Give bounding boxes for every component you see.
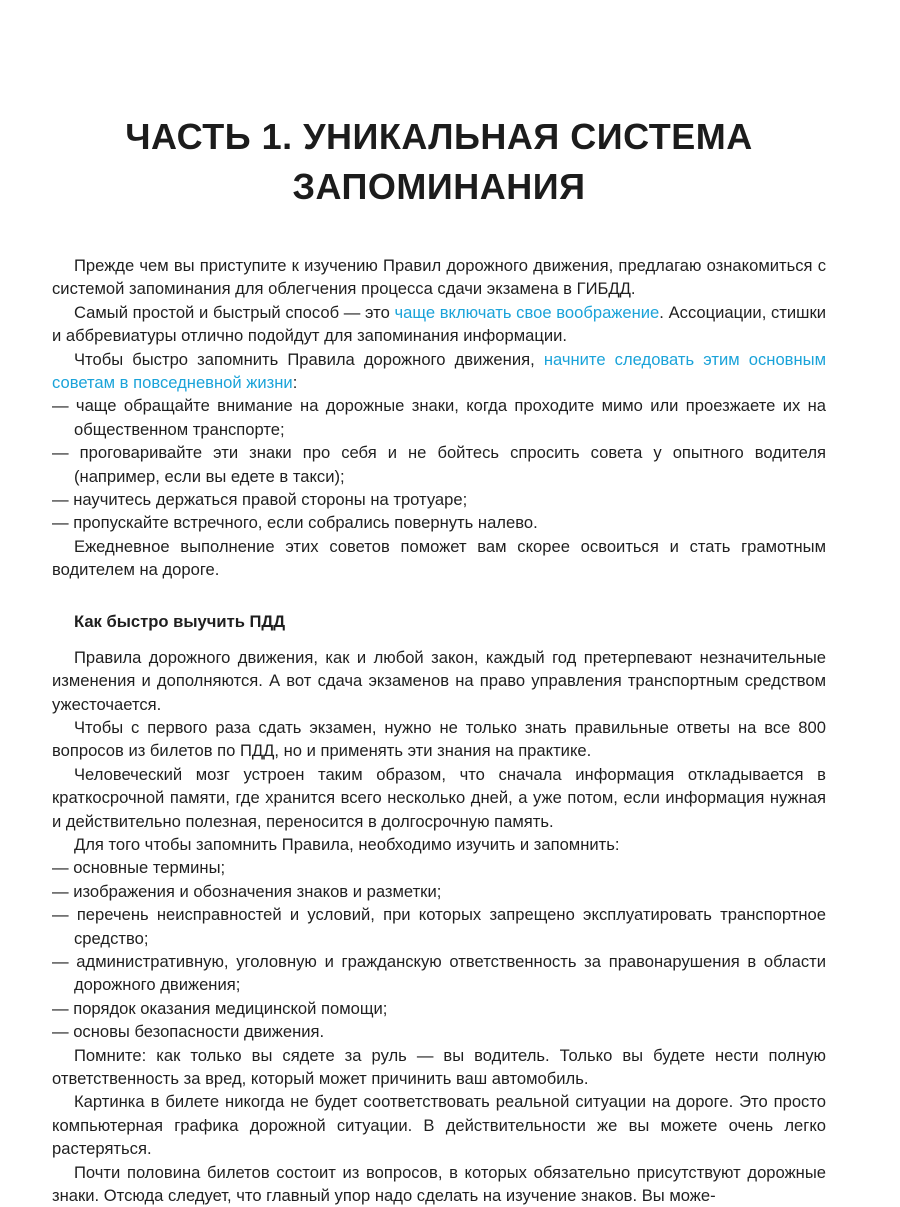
list-item: — изображения и обозначения знаков и разметки; — [52, 881, 442, 901]
section-heading: Как быстро выучить ПДД — [74, 611, 286, 631]
list-item: — перечень неисправностей и условий, при которых запрещено эксплуатировать транспортное средство; — [52, 905, 826, 948]
intro-paragraph-2-tail: . Ассоциации, стишки и аббревиатуры отлично подойдут для запоминания информации. — [52, 302, 826, 346]
chapter-title — [52, 112, 826, 212]
tip-item: — чаще обращайте внимание на дорожные знаки, когда проходите мимо или проезжаете их на общественном транспорте; — [52, 396, 826, 439]
section-paragraph-5: Помните: как только вы сядете за руль — вы водитель. Только вы будете нести полную ответственность за вред, который может причинить ваш автомобиль. — [52, 1045, 826, 1088]
highlight-daily-tips: начните следовать этим основным советам в повседневной жизни — [52, 349, 826, 393]
section-paragraph-2: Чтобы с первого раза сдать экзамен, нужно не только знать правильные ответы на все 800 вопросов из билетов по ПДД, но и применять эти знания на практике. — [52, 717, 826, 761]
section-paragraph-3: Человеческий мозг устроен таким образом, что сначала информация откладывается в краткосрочной памяти, где хранится всего несколько дней, а уже потом, если информация нужная и действительно полезная, переносится в долгосрочную память. — [52, 764, 826, 831]
list-item: — порядок оказания медицинской помощи; — [52, 998, 388, 1018]
chapter-title-line-1: ЧАСТЬ 1. УНИКАЛЬНАЯ СИСТЕМА — [125, 116, 753, 157]
section-paragraph-4: Для того чтобы запомнить Правила, необходимо изучить и запомнить: — [74, 834, 620, 854]
intro-paragraph-3-text: Чтобы быстро запомнить Правила дорожного движения, — [74, 349, 544, 369]
tip-item: — пропускайте встречного, если собрались повернуть налево. — [52, 513, 538, 533]
section-paragraph-6: Картинка в билете никогда не будет соответствовать реальной ситуации на дороге. Это просто компьютерная графика дорожной ситуации. В действительности же вы можете очень легко растеряться. — [52, 1092, 826, 1159]
intro-paragraph-2-text: Самый простой и быстрый способ — это — [74, 302, 395, 322]
tip-item: — научитесь держаться правой стороны на тротуаре; — [52, 490, 468, 510]
section-paragraph-1: Правила дорожного движения, как и любой закон, каждый год претерпевают незначительные изменения и дополняются. А вот сдача экзаменов на право управления транспортным средством ужесточается. — [52, 647, 826, 714]
list-item: — административную, уголовную и гражданскую ответственность за правонарушения в области дорожного движения; — [52, 951, 826, 995]
intro-paragraph-2 — [52, 301, 826, 348]
highlight-imagination: чаще включать свое воображение — [394, 302, 660, 322]
intro-paragraph-3-tail: : — [292, 373, 298, 393]
document-page — [52, 0, 826, 1207]
chapter-body — [52, 254, 826, 1207]
tip-item: — проговаривайте эти знаки про себя и не бойтесь спросить совета у опытного водителя (например, если вы едете в такси); — [52, 443, 826, 486]
list-item: — основные термины; — [52, 858, 226, 878]
intro-paragraph-3 — [52, 348, 826, 395]
intro-paragraph-1: Прежде чем вы приступите к изучению Правил дорожного движения, предлагаю ознакомиться с системой запоминания для облегчения процесса сдачи экзамена в ГИБДД. — [52, 256, 826, 299]
section-paragraph-7: Почти половина билетов состоит из вопросов, в которых обязательно присутствуют дорожные знаки. Отсюда следует, что главный упор надо сделать на изучение знаков. Вы може- — [52, 1162, 826, 1206]
intro-paragraph-4: Ежедневное выполнение этих советов поможет вам скорее освоиться и стать грамотным водителем на дороге. — [52, 536, 826, 580]
chapter-title-line-2: ЗАПОМИНАНИЯ — [292, 166, 586, 207]
list-item: — основы безопасности движения. — [52, 1022, 325, 1042]
